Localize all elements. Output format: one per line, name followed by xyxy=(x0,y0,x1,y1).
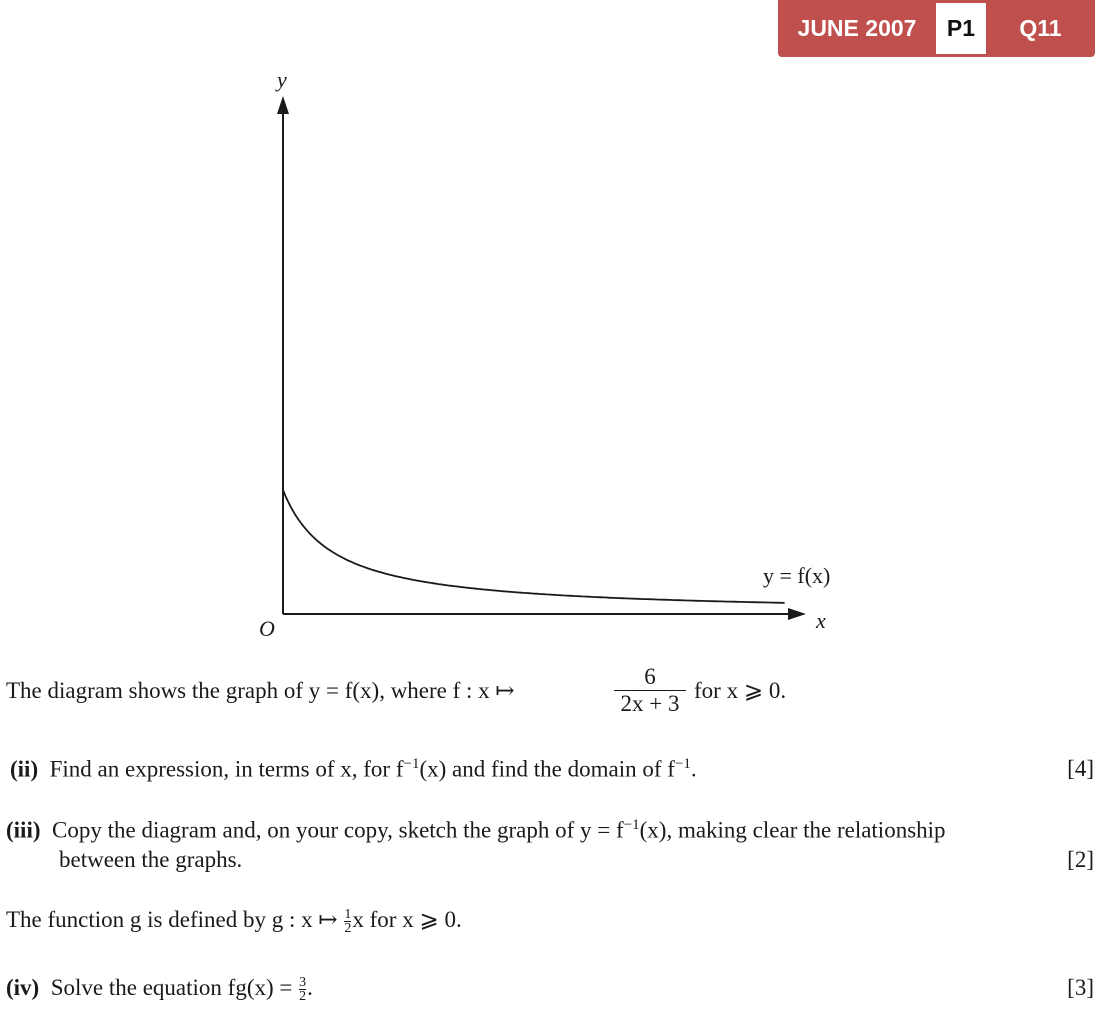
part-iii-text-a: Copy the diagram and, on your copy, sketch the graph of y = f xyxy=(52,817,624,843)
g-definition xyxy=(6,907,462,935)
part-ii-marks: [4] xyxy=(1067,756,1094,781)
x-axis-label: x xyxy=(816,608,826,633)
part-ii-text-b: (x) and find the domain of f xyxy=(419,756,675,782)
part-iv xyxy=(6,975,313,1003)
f-numerator: 6 xyxy=(644,664,656,689)
part-iii xyxy=(6,817,946,844)
g-frac-num: 1 xyxy=(344,907,352,923)
part-iv-text-b: . xyxy=(307,975,313,1000)
part-ii-text-c: . xyxy=(690,756,697,782)
y-axis-arrow xyxy=(277,96,289,114)
part-ii-sup-a: −1 xyxy=(403,756,420,772)
curve-label: y = f(x) xyxy=(763,563,831,588)
f-fraction xyxy=(614,664,686,717)
origin-label: O xyxy=(259,616,275,641)
y-axis-label: y xyxy=(277,67,287,92)
curve-f xyxy=(283,490,785,603)
part-ii-label: (ii) xyxy=(10,756,39,782)
part-iv-label: (iv) xyxy=(6,975,40,1000)
intro-text-after: for x ⩾ 0. xyxy=(694,678,787,703)
iv-frac-den: 2 xyxy=(299,989,307,1005)
question-label: Q11 xyxy=(1019,15,1062,41)
f-denominator: 2x + 3 xyxy=(620,691,680,716)
part-iii-sup-a: −1 xyxy=(623,817,640,833)
iv-fraction xyxy=(299,976,306,1003)
session-label: JUNE 2007 xyxy=(797,15,917,41)
intro-text xyxy=(6,678,515,704)
part-iii-text-b: (x), making clear the relationship xyxy=(639,817,946,843)
g-frac-den: 2 xyxy=(344,921,352,937)
part-iii-marks: [2] xyxy=(1067,847,1094,872)
g-def-text-a: The function g is defined by g : x ↦ xyxy=(6,907,338,932)
x-axis-arrow xyxy=(788,608,806,620)
g-fraction xyxy=(344,908,351,935)
part-iv-marks: [3] xyxy=(1067,975,1094,1000)
paper-label: P1 xyxy=(936,3,986,54)
intro-text-before: The diagram shows the graph of y = f(x), where f : x ↦ xyxy=(6,678,515,703)
part-ii-sup-b: −1 xyxy=(674,756,691,772)
part-ii xyxy=(10,756,697,783)
part-ii-text-a: Find an expression, in terms of x, for f xyxy=(49,756,404,782)
iv-frac-num: 3 xyxy=(299,975,307,991)
part-iii-label: (iii) xyxy=(6,817,41,843)
part-iii-line2: between the graphs. xyxy=(59,847,243,872)
g-def-text-b: x for x ⩾ 0. xyxy=(352,907,462,932)
part-iv-text-a: Solve the equation fg(x) = xyxy=(50,975,293,1000)
